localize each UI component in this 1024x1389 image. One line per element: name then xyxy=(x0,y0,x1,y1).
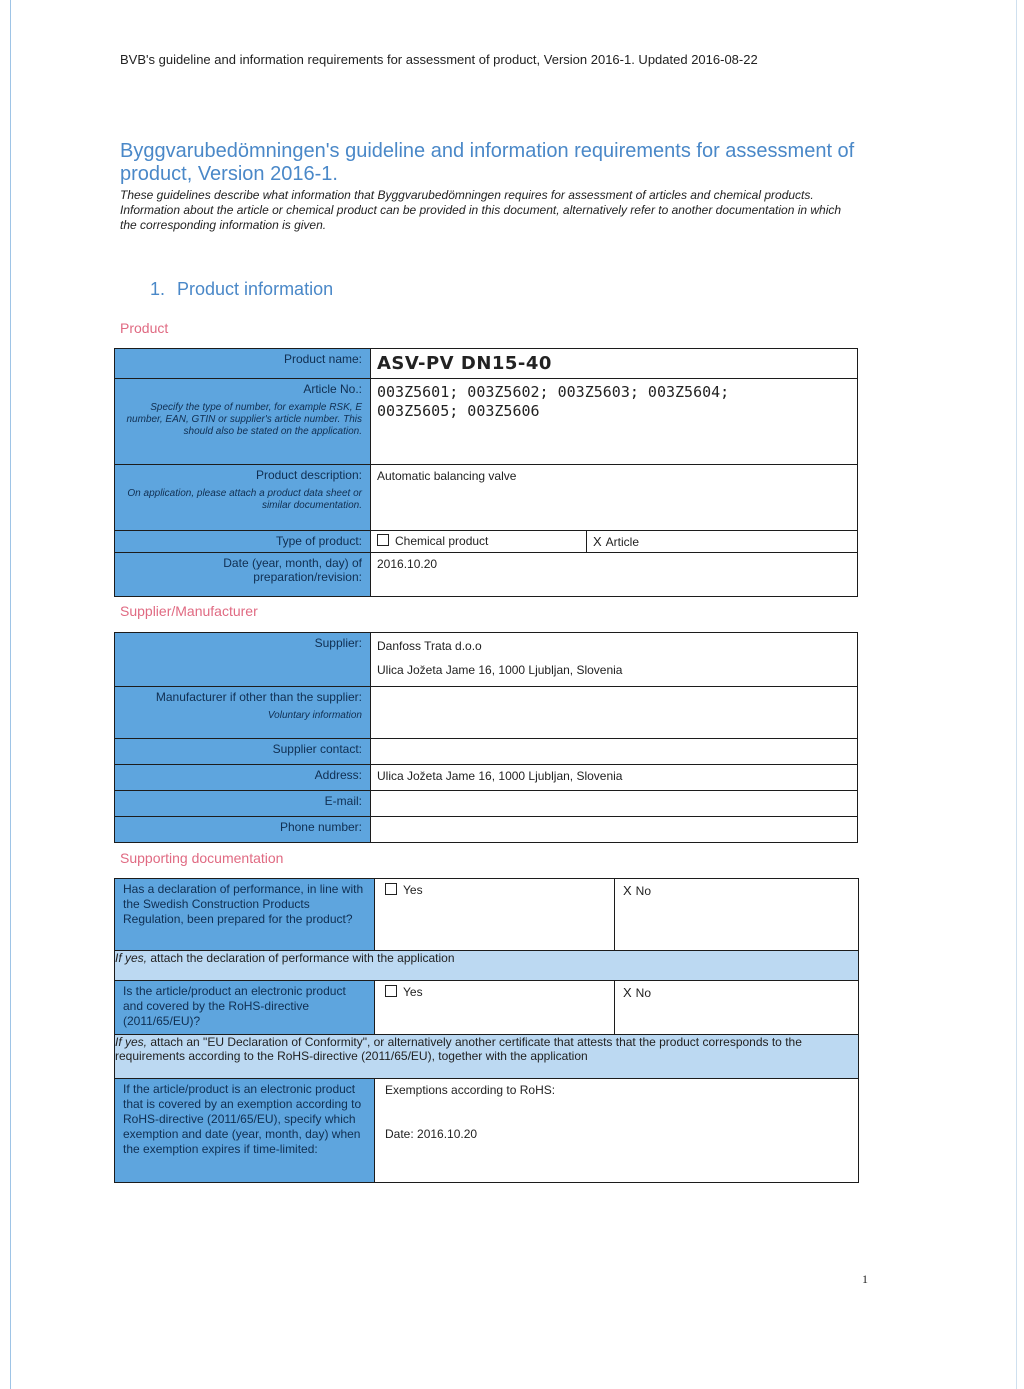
article-number-label: Article No.: Specify the type of number, for example RSK, E number, EAN, GTIN or supplier's article number. This should also be stated on the application. xyxy=(115,379,371,465)
email-label: E-mail: xyxy=(115,791,371,817)
product-subheading: Product xyxy=(120,320,169,336)
supplier-name: Danfoss Trata d.o.o xyxy=(377,639,482,653)
section-title: Product information xyxy=(177,279,334,299)
email-value[interactable] xyxy=(371,791,858,817)
article-numbers-line-1: 003Z5601; 003Z5602; 003Z5603; 003Z5604; xyxy=(377,383,730,401)
rohs-exemption-value[interactable] xyxy=(375,1079,859,1183)
article-number-note: Specify the type of number, for example RSK, E number, EAN, GTIN or supplier's article number. This should also be stated on the application. xyxy=(126,402,362,437)
supplier-subheading: Supplier/Manufacturer xyxy=(120,603,258,619)
product-description-label: Product description: On application, please attach a product data sheet or similar documentation. xyxy=(115,465,371,531)
product-description-note: On application, please attach a product data sheet or similar documentation. xyxy=(127,488,362,511)
article-number-value[interactable] xyxy=(371,379,858,465)
exemption-date-line: Date: 2016.10.20 xyxy=(385,1127,478,1141)
page-edge-line-right xyxy=(1016,0,1017,1389)
checkbox-x-mark: X xyxy=(623,883,632,898)
supporting-table xyxy=(114,878,859,1183)
supplier-contact-value[interactable] xyxy=(371,739,858,765)
revision-date-value[interactable]: 2016.10.20 xyxy=(371,553,858,597)
rohs-instruction: If yes, attach an "EU Declaration of Conformity", or alternatively another certificate that attests that the product corresponds to the requirements according to the RoHS-directive (2011/65/EU), together with the application xyxy=(115,1035,859,1079)
dop-instruction: If yes, attach the declaration of performance with the application xyxy=(115,951,859,981)
running-header: BVB's guideline and information requirements for assessment of product, Version 2016-1. Updated 2016-08-22 xyxy=(120,52,758,67)
address-label: Address: xyxy=(115,765,371,791)
supplier-contact-label: Supplier contact: xyxy=(115,739,371,765)
manufacturer-value[interactable] xyxy=(371,687,858,739)
manufacturer-note: Voluntary information xyxy=(267,710,362,721)
section-heading xyxy=(150,279,333,300)
document-title: Byggvarubedömningen's guideline and information requirements for assessment of product, Version 2016-1. xyxy=(120,140,855,185)
checkbox-empty-icon xyxy=(377,534,389,546)
supplier-label: Supplier: xyxy=(115,633,371,687)
checkbox-empty-icon xyxy=(385,985,397,997)
product-type-options xyxy=(371,531,858,553)
supporting-subheading: Supporting documentation xyxy=(120,850,284,866)
product-type-label: Type of product: xyxy=(115,531,371,553)
phone-label: Phone number: xyxy=(115,817,371,843)
phone-value[interactable] xyxy=(371,817,858,843)
checkbox-x-mark: X xyxy=(593,534,602,549)
intro-paragraph: These guidelines describe what information that Byggvarubedömningen requires for assessment of articles and chemical products. Information about the article or chemical product can be provided in this document, alternatively refer to another documentation in which the corresponding information is given. xyxy=(120,188,842,232)
article-numbers-line-2: 003Z5605; 003Z5606 xyxy=(377,402,540,420)
supplier-value[interactable] xyxy=(371,633,858,687)
supplier-address: Ulica Jožeta Jame 16, 1000 Ljubljan, Slovenia xyxy=(377,663,623,677)
page-number: 1 xyxy=(862,1272,868,1286)
rohs-question: Is the article/product an electronic product and covered by the RoHS-directive (2011/65/EU)? xyxy=(115,981,375,1035)
chemical-product-option[interactable]: Chemical product xyxy=(371,531,587,552)
product-description-value[interactable]: Automatic balancing valve xyxy=(371,465,858,531)
page-edge-line xyxy=(10,0,11,1389)
supplier-table xyxy=(114,632,858,843)
checkbox-x-mark: X xyxy=(623,985,632,1000)
rohs-no-option[interactable]: X No xyxy=(615,981,859,1035)
dop-yes-option[interactable]: Yes xyxy=(375,879,615,951)
exemptions-line: Exemptions according to RoHS: xyxy=(385,1083,556,1097)
product-name-value[interactable]: ASV-PV DN15-40 xyxy=(371,349,858,379)
address-value[interactable]: Ulica Jožeta Jame 16, 1000 Ljubljan, Slovenia xyxy=(371,765,858,791)
article-option[interactable]: X Article xyxy=(593,534,640,549)
revision-date-label: Date (year, month, day) of preparation/revision: xyxy=(115,553,371,597)
product-name-label: Product name: xyxy=(115,349,371,379)
rohs-exemption-question: If the article/product is an electronic product that is covered by an exemption according to RoHS-directive (2011/65/EU), specify which exemption and date (year, month, day) when the exemption expires if time-limited: xyxy=(115,1079,375,1183)
product-table xyxy=(114,348,858,597)
section-number: 1. xyxy=(150,279,166,299)
manufacturer-label: Manufacturer if other than the supplier: Voluntary information xyxy=(115,687,371,739)
dop-no-option[interactable]: X No xyxy=(615,879,859,951)
dop-question: Has a declaration of performance, in line with the Swedish Construction Products Regulation, been prepared for the product? xyxy=(115,879,375,951)
rohs-yes-option[interactable]: Yes xyxy=(375,981,615,1035)
checkbox-empty-icon xyxy=(385,883,397,895)
